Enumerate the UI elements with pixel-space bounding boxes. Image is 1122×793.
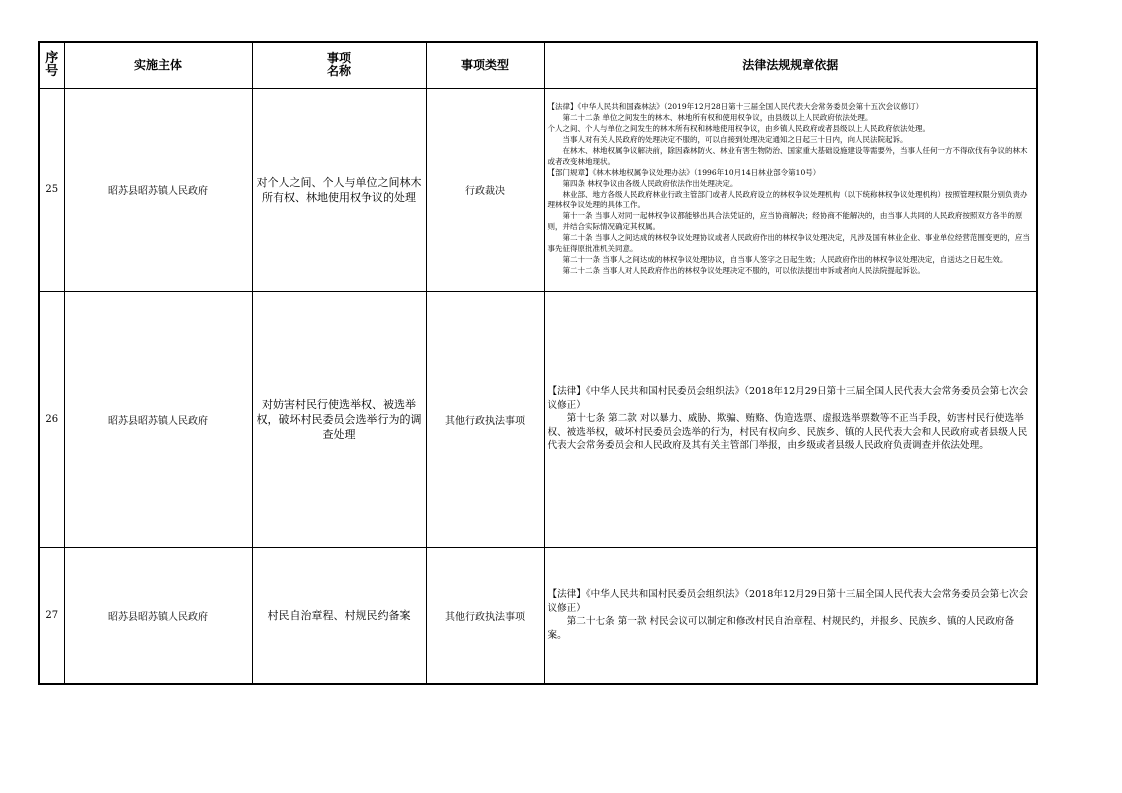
- header-type: 事项类型: [426, 42, 544, 88]
- row-number: 26: [39, 291, 64, 547]
- table-row: [39, 88, 1037, 291]
- header-row: [39, 42, 1037, 88]
- row-type: 其他行政执法事项: [426, 547, 544, 684]
- row-number: 27: [39, 547, 64, 684]
- row-subject: 昭苏县昭苏镇人民政府: [64, 547, 252, 684]
- row-basis: [544, 547, 1037, 684]
- row-item: 村民自治章程、村规民约备案: [252, 547, 426, 684]
- table-row: [39, 547, 1037, 684]
- header-item-line2: 名称: [326, 64, 351, 79]
- basis-line: 【法律】《中华人民共和国村民委员会组织法》（2018年12月29日第十三届全国人民代表大会常务委员会第七次会议修正）: [547, 589, 1029, 614]
- basis-line: 林业部、地方各级人民政府林业行政主管部门或者人民政府设立的林权争议处理机构（以下统称林权争议处理机构）按照管理权限分别负责办理林权争议处理的具体工作。: [547, 189, 1028, 210]
- table-row: [39, 291, 1037, 547]
- row-type: 行政裁决: [426, 88, 544, 291]
- row-number: 25: [39, 88, 64, 291]
- row-subject: 昭苏县昭苏镇人民政府: [64, 88, 252, 291]
- basis-line: 第二十条 当事人之间达成的林权争议处理协议或者人民政府作出的林权争议处理决定，凡涉及国有林业企业、事业单位经营范围变更的，应当事先征得原批准机关同意。: [547, 233, 1030, 254]
- basis-line: 个人之间、个人与单位之间发生的林木所有权和林地使用权争议，由乡镇人民政府或者县级以上人民政府依法处理。: [547, 124, 930, 134]
- basis-line: 第二十一条 当事人之间达成的林权争议处理协议，自当事人签字之日起生效；人民政府作出的林权争议处理决定，自送达之日起生效。: [562, 254, 1008, 264]
- header-basis: 法律法规规章依据: [544, 42, 1037, 88]
- header-item-line1: 事项: [326, 51, 351, 66]
- basis-line: 【法律】《中华人民共和国村民委员会组织法》（2018年12月29日第十三届全国人民代表大会常务委员会第七次会议修正）: [547, 386, 1029, 411]
- row-item: 对个人之间、个人与单位之间林木所有权、林地使用权争议的处理: [252, 88, 426, 291]
- basis-line: 当事人对有关人民政府的处理决定不服的，可以自接到处理决定通知之日起三十日内，向人民法院起诉。: [562, 134, 908, 144]
- basis-line: 第二十二条 单位之间发生的林木、林地所有权和使用权争议，由县级以上人民政府依法处理。: [562, 113, 873, 123]
- basis-line: 第十一条 当事人对同一起林权争议都能够出具合法凭证的，应当协商解决；经协商不能解决的，由当事人共同的人民政府按照双方各半的原则，并结合实际情况确定其权属。: [547, 211, 1023, 232]
- row-basis: [544, 88, 1037, 291]
- row-item: 对妨害村民行使选举权、被选举权，破坏村民委员会选举行为的调查处理: [252, 291, 426, 547]
- basis-line: 在林木、林地权属争议解决前，除因森林防火、林业有害生物防治、国家重大基础设施建设等需要外，当事人任何一方不得砍伐有争议的林木或者改变林地现状。: [547, 145, 1028, 166]
- basis-line: 第二十七条 第一款 村民会议可以制定和修改村民自治章程、村规民约，并报乡、民族乡、镇的人民政府备案。: [547, 616, 1015, 641]
- matters-table: [38, 41, 1038, 685]
- basis-line: 第四条 林权争议由各级人民政府依法作出处理决定。: [562, 178, 738, 188]
- basis-line: 第二十二条 当事人对人民政府作出的林权争议处理决定不服的，可以依法提出申诉或者向人民法院提起诉讼。: [562, 265, 925, 275]
- header-item: [252, 42, 426, 88]
- row-basis: [544, 291, 1037, 547]
- basis-line: 【部门规章】《林木林地权属争议处理办法》（1996年10月14日林业部令第10号）: [547, 167, 821, 177]
- row-subject: 昭苏县昭苏镇人民政府: [64, 291, 252, 547]
- header-seq: 序号: [39, 42, 64, 88]
- basis-line: 【法律】《中华人民共和国森林法》（2019年12月28日第十三届全国人民代表大会常务委员会第十五次会议修订）: [547, 102, 924, 112]
- basis-line: 第十七条 第二款 对以暴力、威胁、欺骗、贿赂、伪造选票、虚报选举票数等不正当手段，妨害村民行使选举权、被选举权，破坏村民委员会选举的行为，村民有权向乡、民族乡、镇的人民代表大会和人民政府或者县级人民代表大会常务委员会和人民政府及其有关主管部门举报，由乡级或者县级人民政府负责调查并依法处理。: [547, 413, 1028, 452]
- header-subject: 实施主体: [64, 42, 252, 88]
- row-type: 其他行政执法事项: [426, 291, 544, 547]
